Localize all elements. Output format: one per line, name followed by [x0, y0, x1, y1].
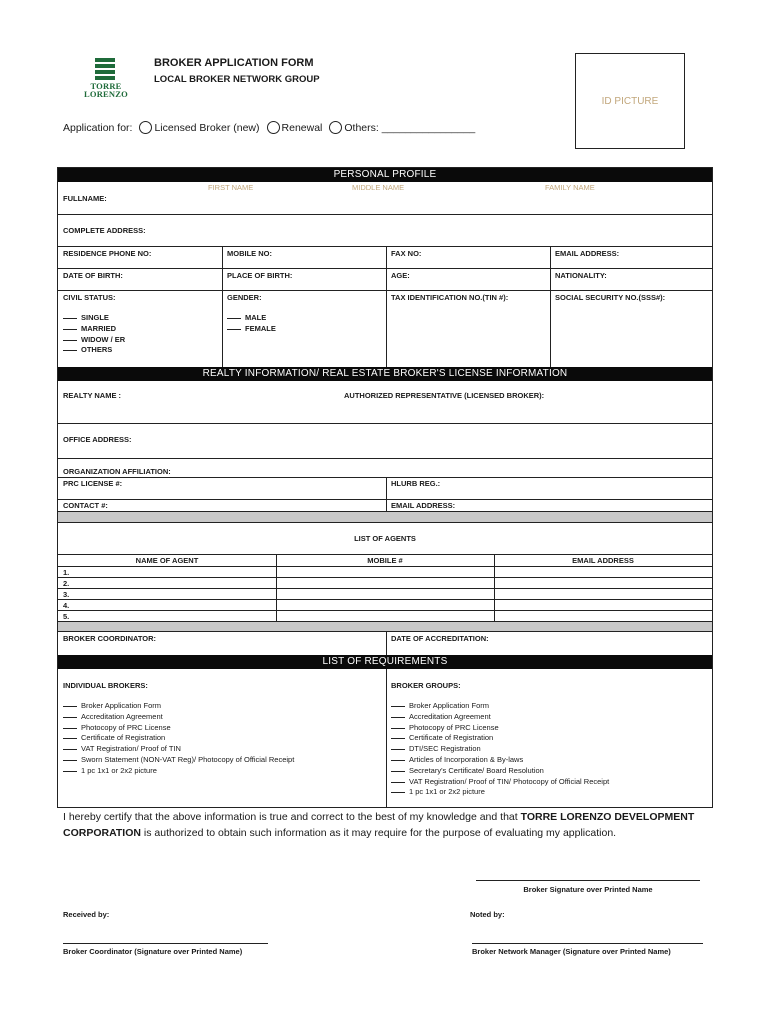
option-renewal: Renewal	[281, 121, 323, 134]
coordinator-signature-line[interactable]	[63, 943, 268, 944]
gender-label: GENDER:	[227, 293, 262, 302]
certification-text: I hereby certify that the above information is true and correct to the best of my knowledge and that TORRE LORENZO DEVELOPMENT CORPORATION is authorized to obtain such information as it may require for the purpose of evaluating my application.	[63, 811, 695, 839]
broker-groups-title: BROKER GROUPS:	[391, 681, 461, 690]
agent-row[interactable]: 5.	[63, 612, 70, 621]
application-for	[63, 121, 475, 134]
requirement-item: Certificate of Registration	[391, 733, 609, 744]
requirement-item: Sworn Statement (NON-VAT Reg)/ Photocopy of Official Receipt	[63, 755, 294, 766]
broker-coordinator-field[interactable]: BROKER COORDINATOR:	[63, 634, 157, 643]
requirements-header: LIST OF REQUIREMENTS	[58, 655, 712, 669]
received-by-label: Received by:	[63, 910, 110, 919]
middle-name-label: MIDDLE NAME	[352, 183, 405, 192]
mobile-field[interactable]: MOBILE NO:	[227, 249, 272, 258]
civil-option: WIDOW / ER	[63, 335, 125, 346]
gender-options	[227, 313, 276, 335]
application-form	[57, 167, 713, 808]
age-field[interactable]: AGE:	[391, 271, 410, 280]
individual-requirements-list	[63, 701, 294, 777]
agent-row[interactable]: 2.	[63, 579, 70, 588]
realty-header: REALTY INFORMATION/ REAL ESTATE BROKER'S LICENSE INFORMATION	[58, 367, 712, 381]
radio-licensed-broker[interactable]	[139, 121, 152, 134]
manager-signature-label: Broker Network Manager (Signature over Printed Name)	[472, 947, 671, 956]
manager-signature-line[interactable]	[472, 943, 703, 944]
requirement-item: Broker Application Form	[63, 701, 294, 712]
fullname-field[interactable]: FULLNAME:	[63, 194, 107, 203]
company-logo	[80, 58, 132, 100]
civil-option: MARRIED	[63, 324, 125, 335]
civil-option: SINGLE	[63, 313, 125, 324]
broker-signature-line[interactable]	[476, 880, 700, 881]
option-others: Others: ________________	[344, 121, 476, 134]
family-name-label: FAMILY NAME	[545, 183, 595, 192]
agents-col-name: NAME OF AGENT	[135, 556, 199, 565]
form-subtitle: LOCAL BROKER NETWORK GROUP	[154, 74, 320, 85]
individual-brokers-title: INDIVIDUAL BROKERS:	[63, 681, 148, 690]
org-affiliation-field[interactable]: ORGANIZATION AFFILIATION:	[63, 467, 171, 476]
agent-row[interactable]: 1.	[63, 568, 70, 577]
agent-row[interactable]: 3.	[63, 590, 70, 599]
requirement-item: Articles of Incorporation & By-laws	[391, 755, 609, 766]
residence-phone-field[interactable]: RESIDENCE PHONE NO:	[63, 249, 152, 258]
requirement-item: Photocopy of PRC License	[63, 723, 294, 734]
requirement-item: Photocopy of PRC License	[391, 723, 609, 734]
requirement-item: Broker Application Form	[391, 701, 609, 712]
gender-option: FEMALE	[227, 324, 276, 335]
group-requirements-list	[391, 701, 609, 798]
email-field[interactable]: EMAIL ADDRESS:	[555, 249, 620, 258]
dob-field[interactable]: DATE OF BIRTH:	[63, 271, 123, 280]
hlurb-field[interactable]: HLURB REG.:	[391, 479, 441, 488]
radio-renewal[interactable]	[267, 121, 280, 134]
requirement-item: Certificate of Registration	[63, 733, 294, 744]
fax-field[interactable]: FAX NO:	[391, 249, 422, 258]
address-field[interactable]: COMPLETE ADDRESS:	[63, 226, 146, 235]
agents-col-mobile: MOBILE #	[367, 556, 403, 565]
realty-email-field[interactable]: EMAIL ADDRESS:	[391, 501, 456, 510]
coordinator-signature-label: Broker Coordinator (Signature over Printed Name)	[63, 947, 243, 956]
form-title: BROKER APPLICATION FORM	[154, 57, 314, 69]
broker-signature-label: Broker Signature over Printed Name	[523, 885, 653, 894]
nationality-field[interactable]: NATIONALITY:	[555, 271, 607, 280]
civil-status-options	[63, 313, 125, 356]
authorized-rep-field[interactable]: AUTHORIZED REPRESENTATIVE (LICENSED BROKER):	[344, 391, 545, 400]
personal-profile-header: PERSONAL PROFILE	[58, 168, 712, 182]
id-picture-box[interactable]	[575, 53, 685, 149]
company-name: TORRE LORENZO DEVELOPMENT CORPORATION	[63, 811, 695, 839]
option-licensed-broker: Licensed Broker (new)	[154, 121, 260, 134]
noted-by-label: Noted by:	[470, 910, 505, 919]
civil-status-label: CIVIL STATUS:	[63, 293, 116, 302]
requirement-item: Secretary's Certificate/ Board Resolution	[391, 766, 609, 777]
requirement-item: 1 pc 1x1 or 2x2 picture	[63, 766, 294, 777]
tin-field[interactable]: TAX IDENTIFICATION NO.(TIN #):	[391, 293, 509, 302]
gender-option: MALE	[227, 313, 276, 324]
agent-row[interactable]: 4.	[63, 601, 70, 610]
application-for-label: Application for:	[63, 121, 133, 134]
civil-option: OTHERS	[63, 345, 125, 356]
realty-name-field[interactable]: REALTY NAME :	[63, 391, 122, 400]
first-name-label: FIRST NAME	[208, 183, 254, 192]
requirement-item: Accreditation Agreement	[63, 712, 294, 723]
date-accreditation-field[interactable]: DATE OF ACCREDITATION:	[391, 634, 489, 643]
requirement-item: 1 pc 1x1 or 2x2 picture	[391, 787, 609, 798]
pob-field[interactable]: PLACE OF BIRTH:	[227, 271, 293, 280]
agents-title: LIST OF AGENTS	[354, 534, 416, 543]
requirement-item: Accreditation Agreement	[391, 712, 609, 723]
logo-text-torre: TORRE	[90, 81, 122, 91]
contact-field[interactable]: CONTACT #:	[63, 501, 108, 510]
requirement-item: VAT Registration/ Proof of TIN	[63, 744, 294, 755]
logo-text-lorenzo: LORENZO	[84, 89, 128, 99]
prc-license-field[interactable]: PRC LICENSE #:	[63, 479, 123, 488]
id-picture-label: ID PICTURE	[601, 95, 659, 107]
requirement-item: DTI/SEC Registration	[391, 744, 609, 755]
office-address-field[interactable]: OFFICE ADDRESS:	[63, 435, 132, 444]
agents-col-email: EMAIL ADDRESS	[572, 556, 634, 565]
radio-others[interactable]	[329, 121, 342, 134]
requirement-item: VAT Registration/ Proof of TIN/ Photocopy of Official Receipt	[391, 777, 609, 788]
sss-field[interactable]: SOCIAL SECURITY NO.(SSS#):	[555, 293, 666, 302]
